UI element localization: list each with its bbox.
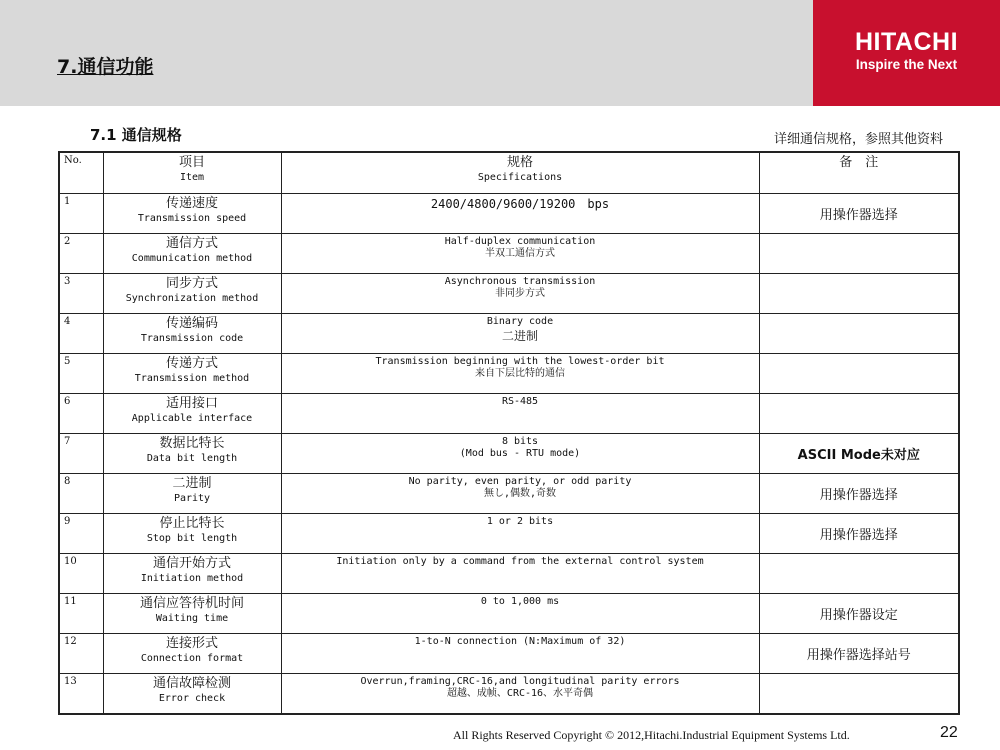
row-spec [281,274,759,314]
row-spec [281,554,759,594]
spec-line-1: Half-duplex communication [444,236,596,247]
table-row [59,234,959,274]
row-number: 11 [59,594,103,634]
row-remark: 用操作器选择 [759,514,959,554]
row-remark: 用操作器选择 [759,474,959,514]
row-item [103,194,281,234]
table-row [59,354,959,394]
table-row [59,434,959,474]
item-zh: 数据比特长 [159,436,225,451]
spec-line-1: 8 bits [501,436,539,447]
row-item [103,674,281,715]
spec-line-1: RS-485 [501,396,539,407]
item-en: Transmission method [134,373,250,384]
item-en: Connection format [140,653,244,664]
header-spec [281,152,759,194]
row-spec [281,394,759,434]
spec-line-2: 二进制 [501,329,538,343]
spec-line-1: Binary code [486,316,554,327]
row-item [103,634,281,674]
row-number: 2 [59,234,103,274]
brand-name: HITACHI [854,28,959,56]
item-zh: 通信方式 [165,236,218,251]
row-item [103,554,281,594]
item-zh: 传递速度 [165,196,218,211]
table-row [59,394,959,434]
row-number: 13 [59,674,103,715]
row-spec [281,634,759,674]
item-zh: 传递方式 [165,356,218,371]
row-remark: 用操作器选择站号 [759,634,959,674]
spec-line-2: (Mod bus - RTU mode) [459,448,581,459]
row-number: 9 [59,514,103,554]
row-number: 5 [59,354,103,394]
header-item-zh: 项目 [178,155,205,170]
spec-line-1: Asynchronous transmission [444,276,596,287]
item-zh: 同步方式 [165,276,218,291]
spec-line-2: 半双工通信方式 [485,248,555,259]
table-row [59,674,959,715]
row-item [103,594,281,634]
item-en: Transmission speed [137,213,247,224]
spec-line-1: 2400/4800/9600/19200 bps [430,197,610,211]
hitachi-logo [813,0,1000,106]
item-en: Parity [173,493,211,504]
row-remark: 用操作器设定 [759,594,959,634]
item-zh: 通信故障检测 [152,676,231,691]
item-zh: 适用接口 [165,396,218,411]
header-remark [759,152,959,194]
copyright-footer: All Rights Reserved Copyright © 2012,Hitachi.Industrial Equipment Systems Ltd. [453,728,850,742]
table-header-row [59,152,959,194]
item-en: Stop bit length [146,533,238,544]
header-item [103,152,281,194]
row-spec [281,434,759,474]
item-en: Synchronization method [125,293,259,304]
item-zh: 二进制 [172,476,212,491]
table-row [59,194,959,234]
row-spec [281,354,759,394]
table-row [59,474,959,514]
header-spec-en: Specifications [477,172,563,183]
header-no: No. [59,152,103,194]
row-number: 4 [59,314,103,354]
brand-slogan: Inspire the Next [855,57,958,72]
row-remark [759,674,959,715]
item-zh: 通信应答待机时间 [139,596,244,611]
reference-note: 详细通信规格，参照其他资料 [773,132,943,147]
table-row [59,274,959,314]
row-remark [759,274,959,314]
item-en: Transmission code [140,333,244,344]
item-en: Initiation method [140,573,244,584]
item-zh: 传递编码 [165,316,218,331]
spec-line-2: 非同步方式 [495,288,545,299]
page-title: 7.通信功能 [57,56,154,78]
item-en: Data bit length [146,453,238,464]
row-remark: ASCII Mode未对应 [759,434,959,474]
item-zh: 通信开始方式 [152,556,231,571]
header-item-en: Item [179,172,205,183]
item-zh: 停止比特长 [159,516,225,531]
spec-line-1: 1-to-N connection (N:Maximum of 32) [414,636,626,647]
row-spec [281,474,759,514]
item-en: Error check [158,693,226,704]
spec-line-2: 来自下层比特的通信 [475,368,565,379]
row-number: 3 [59,274,103,314]
spec-line-1: Initiation only by a command from the external control system [336,556,704,567]
header-remark-label: 备 注 [839,155,879,170]
spec-line-1: 1 or 2 bits [486,516,554,527]
page-number: 22 [940,724,958,741]
row-number: 10 [59,554,103,594]
row-number: 6 [59,394,103,434]
row-remark [759,394,959,434]
item-en: Applicable interface [131,413,253,424]
table-row [59,314,959,354]
section-title: 7.1 通信规格 [90,126,182,144]
row-number: 12 [59,634,103,674]
row-spec [281,674,759,715]
row-spec [281,314,759,354]
row-remark [759,354,959,394]
row-item [103,274,281,314]
row-remark [759,554,959,594]
spec-table [58,151,960,715]
row-item [103,514,281,554]
spec-line-1: Overrun,framing,CRC-16,and longitudinal parity errors [360,676,680,687]
item-en: Communication method [131,253,253,264]
row-item [103,474,281,514]
row-spec [281,514,759,554]
row-item [103,234,281,274]
item-zh: 连接形式 [165,636,218,651]
row-spec [281,234,759,274]
table-row [59,634,959,674]
row-remark [759,234,959,274]
row-item [103,354,281,394]
row-number: 8 [59,474,103,514]
spec-line-1: 0 to 1,000 ms [480,596,560,607]
row-spec [281,594,759,634]
row-spec [281,194,759,234]
spec-line-2: 超越、成帧、CRC-16、水平奇偶 [446,688,594,699]
table-row [59,554,959,594]
table-row [59,594,959,634]
row-item [103,314,281,354]
row-item [103,394,281,434]
spec-line-1: Transmission beginning with the lowest-order bit [375,356,665,367]
spec-line-1: No parity, even parity, or odd parity [408,476,632,487]
row-item [103,434,281,474]
item-en: Waiting time [155,613,229,624]
row-number: 7 [59,434,103,474]
row-remark [759,314,959,354]
row-number: 1 [59,194,103,234]
row-remark: 用操作器选择 [759,194,959,234]
spec-line-2: 無し,偶数,奇数 [483,488,557,499]
header-spec-zh: 规格 [506,155,533,170]
table-row [59,514,959,554]
